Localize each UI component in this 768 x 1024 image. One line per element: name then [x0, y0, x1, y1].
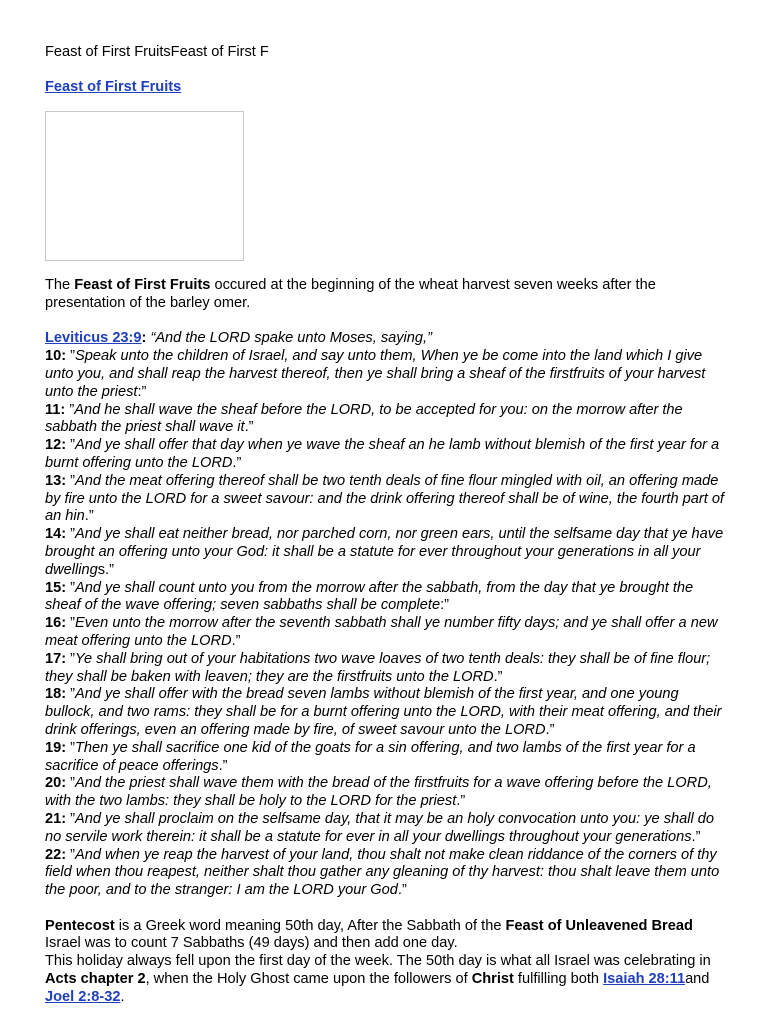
verse-text: And ye shall eat neither bread, nor parched corn, nor green ears, until the selfsame day that ye have brought an offering unto your God: it shall be a statute for ever throughout your generations in all your dwelling [45, 526, 724, 578]
leviticus-link[interactable]: Leviticus 23:9 [45, 330, 142, 347]
verse-text: And ye shall offer with the bread seven lambs without blemish of the first year, and one young bullock, and two rams: they shall be for a burnt offering unto the LORD, with their meat offering, and their drink offerings, even an offering made by fire, of sweet savour unto the LORD [45, 686, 722, 738]
verse-line: 22: ”And when ye reap the harvest of your land, thou shalt not make clean riddance of the corners of thy field when thou reapest, neither shalt thou gather any gleaning of thy harvest: thou shalt leave them unto the poor, and to the stranger: I am the LORD your God.” [45, 846, 720, 899]
verse-number: 20: [45, 775, 67, 792]
verse-list [45, 348, 730, 900]
verse-line: 17: ”Ye shall bring out of your habitations two wave loaves of two tenth deals: they shall be of fine flour; they shall be baken with leaven; they are the firstfruits unto the LORD.” [45, 650, 711, 685]
verse-number: 12: [45, 437, 67, 454]
intro-bold: Feast of First Fruits [74, 277, 211, 293]
verse-text: Ye shall bring out of your habitations two wave loaves of two tenth deals: they shall be of fine flour; they shall be baken with leaven; they are the firstfruits unto the LORD [45, 650, 711, 685]
paragraph-gap [45, 313, 730, 331]
scripture-reference: Leviticus 23:9: “And the LORD spake unto Moses, saying,” [45, 330, 432, 347]
verse-text: And ye shall proclaim on the selfsame day, that it may be an holy convocation unto you: ye shall do no servile work therein: it shall be a statute for ever in all your dwellings throughout your generations [45, 810, 714, 845]
verse-number: 17: [45, 650, 67, 667]
verse-number: 14: [45, 526, 67, 543]
verse-text: Even unto the morrow after the seventh sabbath shall ye number fifty days; and ye shall offer a new meat offering unto the LORD [45, 615, 718, 649]
verse-number: 15: [45, 579, 67, 596]
verse-text: And ye shall offer that day when ye wave the sheaf an he lamb without blemish of the first year for a burnt offering unto the LORD [45, 437, 720, 471]
verse-line: 12: ”And ye shall offer that day when ye wave the sheaf an he lamb without blemish of the first year for a burnt offering unto the LORD.” [45, 437, 720, 471]
verse-line: 16: ”Even unto the morrow after the seventh sabbath shall ye number fifty days; and ye shall offer a new meat offering unto the LORD.” [45, 615, 718, 649]
verse-line: 21: ”And ye shall proclaim on the selfsame day, that it may be an holy convocation unto you: ye shall do no servile work therein: it shall be a statute for ever in all your dwellings throughout your generations.” [45, 810, 714, 845]
verse-line: 18: ”And ye shall offer with the bread seven lambs without blemish of the first year, and one young bullock, and two rams: they shall be for a burnt offering unto the LORD, with their meat offering, and their drink offerings, even an offering made by fire, of sweet savour unto the LORD.” [45, 686, 722, 738]
verse-number: 16: [45, 615, 67, 632]
intro-paragraph: The Feast of First Fruits occured at the beginning of the wheat harvest seven weeks after the presentation of the barley omer. [45, 277, 656, 311]
verse-number: 21: [45, 810, 67, 827]
verse-text: Then ye shall sacrifice one kid of the goats for a sin offering, and two lambs of the first year for a sacrifice of peace offerings [45, 739, 696, 774]
pentecost-paragraph-2: This holiday always fell upon the first day of the week. The 50th day is what all Israel was celebrating in Acts chapter 2, when the Holy Ghost came upon the followers of Christ fulfilling both Isaiah 28:11and Joel 2:8-32. [45, 953, 711, 1005]
verse-text: And the priest shall wave them with the bread of the firstfruits for a wave offering before the LORD, with the two lambs: they shall be holy to the LORD for the priest [45, 775, 712, 810]
verse-text: And ye shall count unto you from the morrow after the sabbath, from the day that ye brought the sheaf of the wave offering; seven sabbaths shall be complete [45, 579, 694, 614]
verse-line: 19: ”Then ye shall sacrifice one kid of the goats for a sin offering, and two lambs of the first year for a sacrifice of peace offerings.” [45, 739, 696, 774]
image-placeholder [45, 111, 244, 261]
paragraph-gap [45, 900, 730, 918]
joel-link[interactable]: Joel 2:8-32 [45, 988, 121, 1005]
verse-number: 19: [45, 739, 67, 756]
verse-text: And when ye reap the harvest of your land, thou shalt not make clean riddance of the corners of thy field when thou reapest, neither shalt thou gather any gleaning of thy harvest: thou shalt leave them unto the poor, and to the stranger: I am the LORD your God [45, 846, 720, 899]
pentecost-paragraph-1: Pentecost is a Greek word meaning 50th day, After the Sabbath of the Feast of Unleavened Bread Israel was to count 7 Sabbaths (49 days) and then add one day. [45, 917, 693, 952]
verse-line: 10: ”Speak unto the children of Israel, and say unto them, When ye be come into the land which I give unto you, and shall reap the harvest thereof, then ye shall bring a sheaf of the firstfruits of your harvest unto the priest:” [45, 348, 706, 400]
verse-line: 13: ”And the meat offering thereof shall be two tenth deals of fine flour mingled with oil, an offering made by fire unto the LORD for a sweet savour: and the drink offering thereof shall be of wine, the fourth part of an hin.” [45, 472, 724, 525]
verse-number: 22: [45, 846, 67, 863]
isaiah-link[interactable]: Isaiah 28:11 [603, 971, 686, 988]
verse-line: 14: ”And ye shall eat neither bread, nor parched corn, nor green ears, until the selfsame day that ye have brought an offering unto your God: it shall be a statute for ever throughout your generations in all your dwellings.” [45, 526, 724, 578]
verse-text: And he shall wave the sheaf before the LORD, to be accepted for you: on the morrow after the sabbath the priest shall wave it [45, 401, 683, 436]
verse-line: 15: ”And ye shall count unto you from the morrow after the sabbath, from the day that ye brought the sheaf of the wave offering; seven sabbaths shall be complete:” [45, 579, 694, 614]
verse-line: 11: ”And he shall wave the sheaf before the LORD, to be accepted for you: on the morrow after the sabbath the priest shall wave it.” [45, 401, 683, 436]
verse-number: 11: [45, 401, 66, 418]
reference-text: “And the LORD spake unto Moses, saying,” [146, 330, 432, 347]
verse-number: 18: [45, 686, 67, 703]
article-body [45, 277, 730, 1007]
header-line: Feast of First FruitsFeast of First F [45, 44, 269, 60]
verse-text: Speak unto the children of Israel, and say unto them, When ye be come into the land which I give unto you, and shall reap the harvest thereof, then ye shall bring a sheaf of the firstfruits of your harvest unto the priest [45, 348, 706, 400]
verse-text: And the meat offering thereof shall be two tenth deals of fine flour mingled with oil, an offering made by fire unto the LORD for a sweet savour: and the drink offering thereof shall be of wine, the fourth part of an hin [45, 472, 724, 525]
title-link[interactable]: Feast of First Fruits [45, 79, 182, 95]
verse-line: 20: ”And the priest shall wave them with the bread of the firstfruits for a wave offering before the LORD, with the two lambs: they shall be holy to the LORD for the priest.” [45, 775, 712, 810]
verse-number: 10: [45, 348, 67, 365]
verse-number: 13: [45, 472, 67, 489]
